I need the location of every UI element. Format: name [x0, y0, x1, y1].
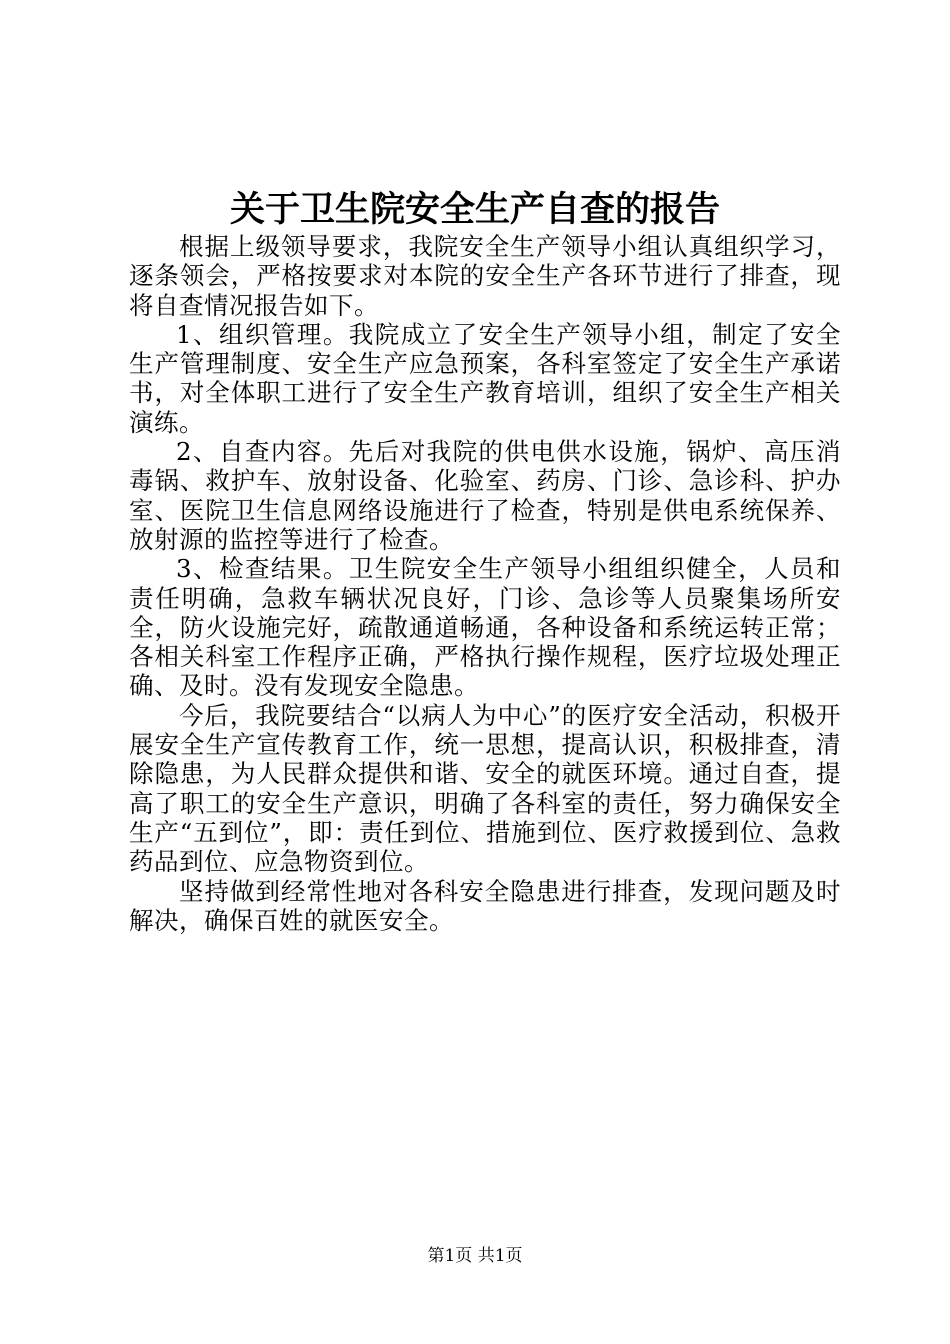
page-footer — [0, 1245, 950, 1267]
document-title: 关于卫生院安全生产自查的报告 — [229, 189, 720, 230]
page-total: 共1页 — [477, 1246, 523, 1266]
page-number: 第1页 — [427, 1246, 473, 1266]
paragraph-inspection-results: 3、检查结果。卫生院安全生产领导小组组织健全，人员和责任明确，急救车辆状况良好，门诊、急诊等人员聚集场所安全，防火设施完好，疏散通道畅通，各种设备和系统运转正常；各相关科室工作程序正确，严格执行操作规程，医疗垃圾处理正确、及时。没有发现安全隐患。 — [129, 554, 841, 701]
document-body — [129, 232, 841, 935]
paragraph-intro: 根据上级领导要求，我院安全生产领导小组认真组织学习，逐条领会，严格按要求对本院的安全生产各环节进行了排查，现将自查情况报告如下。 — [129, 232, 841, 320]
paragraph-future-plan: 今后，我院要结合“以病人为中心”的医疗安全活动，积极开展安全生产宣传教育工作，统一思想，提高认识，积极排查，清除隐患，为人民群众提供和谐、安全的就医环境。通过自查，提高了职工的安全生产意识，明确了各科室的责任，努力确保安全生产“五到位”，即：责任到位、措施到位、医疗救援到位、急救药品到位、应急物资到位。 — [129, 700, 841, 877]
paragraph-organization: 1、组织管理。我院成立了安全生产领导小组，制定了安全生产管理制度、安全生产应急预案，各科室签定了安全生产承诺书，对全体职工进行了安全生产教育培训，组织了安全生产相关演练。 — [129, 319, 841, 437]
paragraph-conclusion: 坚持做到经常性地对各科安全隐患进行排查，发现问题及时解决，确保百姓的就医安全。 — [129, 876, 841, 935]
paragraph-inspection-content: 2、自查内容。先后对我院的供电供水设施，锅炉、高压消毒锅、救护车、放射设备、化验室、药房、门诊、急诊科、护办室、医院卫生信息网络设施进行了检查，特别是供电系统保养、放射源的监控等进行了检查。 — [129, 437, 841, 554]
